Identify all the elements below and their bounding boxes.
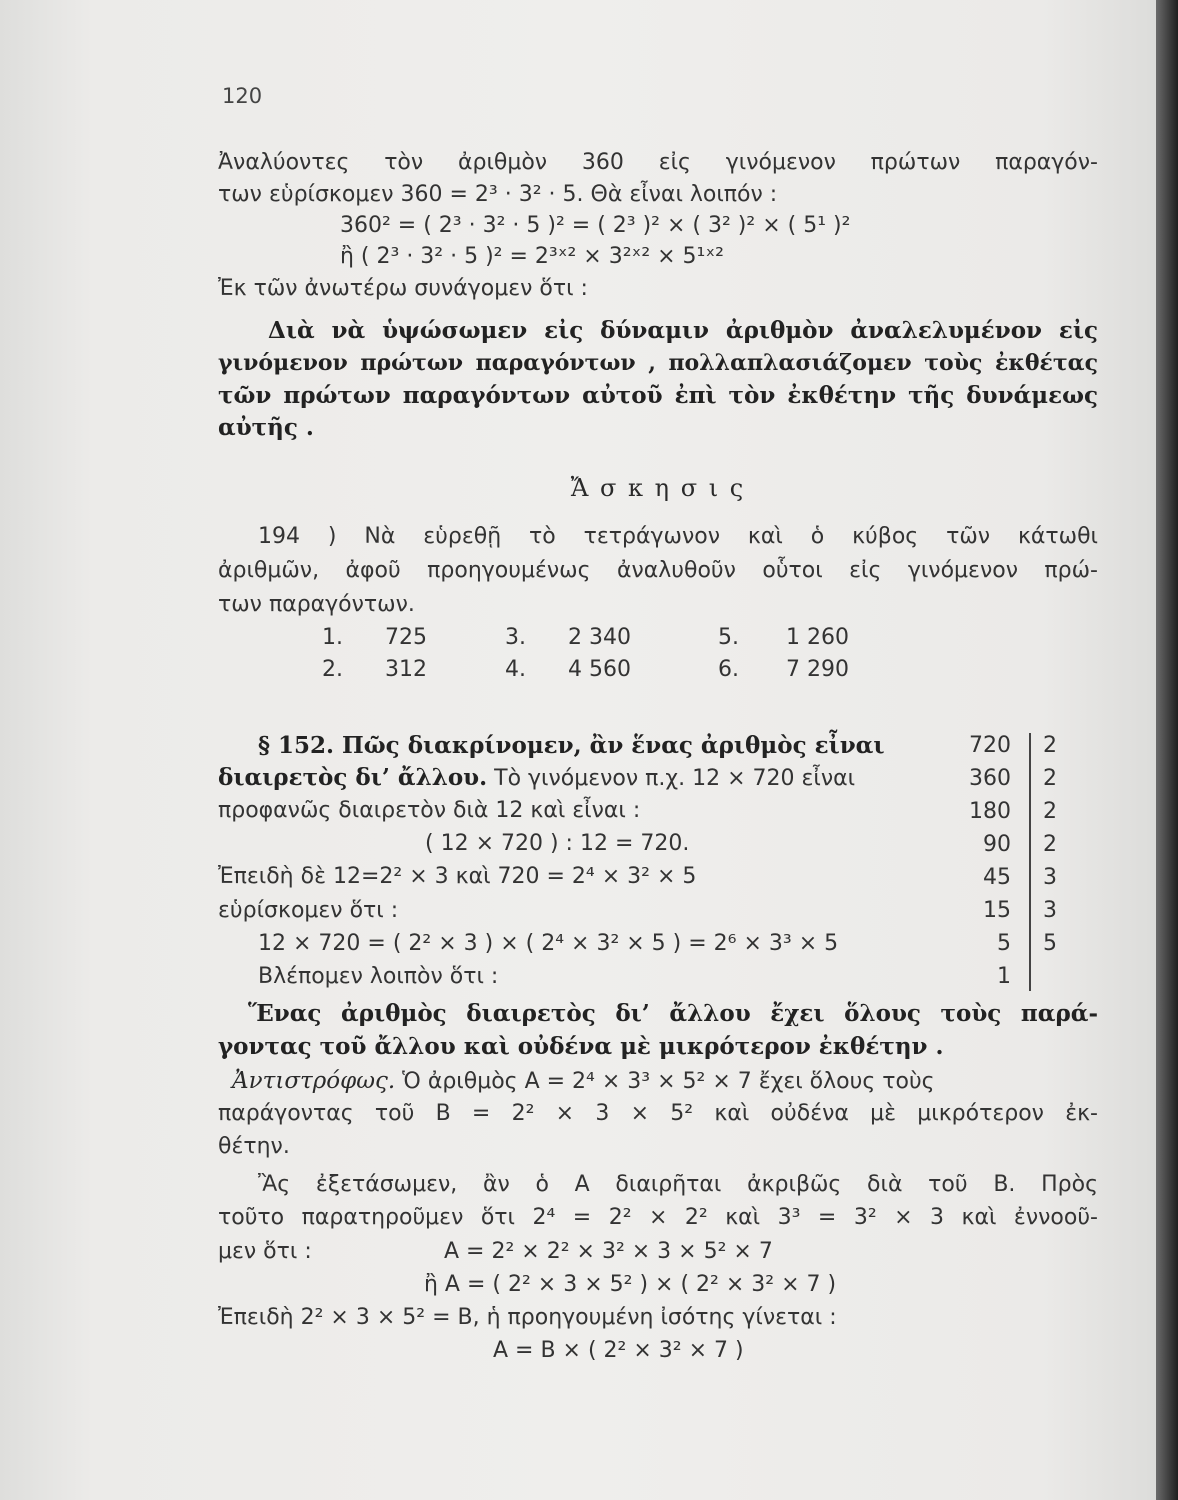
factorization-factor: 2 [1043,799,1057,824]
rule2-line-1: Ἕνας ἀριθμὸς διαιρετὸς δι’ ἄλλου ἔχει ὅλους τοὺς παρά- [248,1000,1098,1027]
factorization-factor: 3 [1043,865,1057,890]
section-title-line-2 [218,763,855,794]
converse-line-1-text: Ὁ ἀριθμὸς A = 2⁴ × 3³ × 5² × 7 ἔχει ὅλους τοὺς [395,1069,935,1094]
section-title-line-1: § 152. Πῶς διακρίνομεν, ἂν ἕνας ἀριθμὸς εἶναι [258,732,885,759]
exercise-item-label: 6. [718,657,739,682]
section-equation-2: 12 × 720 = ( 2² × 3 ) × ( 2⁴ × 3² × 5 ) = 2⁶ × 3³ × 5 [258,931,839,956]
exercise-item-value: 4 560 [568,657,631,682]
factorization-number: 5 [997,931,1011,956]
converse-line-3: θέτην. [218,1134,290,1159]
converse-line-6: μεν ὅτι : [218,1239,312,1264]
factorization-number: 360 [969,766,1011,791]
converse-label: Ἀντιστρόφως. [232,1068,396,1094]
exercise-item-value: 1 260 [786,625,849,650]
section-line-6: Βλέπομεν λοιπὸν ὅτι : [258,964,499,989]
factorization-factor: 3 [1043,898,1057,923]
section-title-bold: διαιρετὸς δι’ ἄλλου. [218,764,488,791]
factorization-factor: 2 [1043,733,1057,758]
intro-equation-1: 360² = ( 2³ · 3² · 5 )² = ( 2³ )² × ( 3² )² × ( 5¹ )² [340,213,851,238]
intro-equation-2: ἢ ( 2³ · 3² · 5 )² = 2³ˣ² × 3²ˣ² × 5¹ˣ² [340,244,724,269]
factorization-factor: 5 [1043,931,1057,956]
converse-equation-3: A = B × ( 2² × 3² × 7 ) [493,1338,744,1363]
section-line-3: προφανῶς διαιρετὸν διὰ 12 καὶ εἶναι : [218,798,641,823]
book-binding-edge [1156,0,1178,1500]
converse-line-2: παράγοντας τοῦ B = 2² × 3 × 5² καὶ οὐδένα μὲ μικρότερον ἐκ- [218,1101,1098,1126]
converse-line-4: Ἂς ἐξετάσωμεν, ἂν ὁ A διαιρῆται ἀκριβῶς διὰ τοῦ B. Πρὸς [258,1172,1098,1197]
factorization-number: 180 [969,799,1011,824]
intro-line-3: Ἐκ τῶν ἀνωτέρω συνάγομεν ὅτι : [218,276,588,301]
exercise-text-1: 194 ) Νὰ εὑρεθῇ τὸ τετράγωνον καὶ ὁ κύβος τῶν κάτωθι [258,524,1098,549]
exercise-item-label: 3. [505,625,526,650]
factorization-factor: 2 [1043,832,1057,857]
section-title-rest: Τὸ γινόμενον π.χ. 12 × 720 εἶναι [487,766,856,791]
factorization-number: 1 [997,964,1011,989]
rule1-line-3: τῶν πρώτων παραγόντων αὐτοῦ ἐπὶ τὸν ἐκθέτην τῆς δυνάμεως [218,382,1098,409]
intro-line-2: των εὑρίσκομεν 360 = 2³ · 3² · 5. Θὰ εἶναι λοιπόν : [218,182,778,207]
factorization-divider [1029,733,1031,991]
section-equation-1: ( 12 × 720 ) : 12 = 720. [425,831,690,856]
rule1-line-4: αὐτῆς . [218,414,314,441]
factorization-number: 720 [969,733,1011,758]
exercise-item-value: 725 [385,625,427,650]
factorization-number: 90 [983,832,1011,857]
exercise-item-value: 2 340 [568,625,631,650]
section-line-5: εὑρίσκομεν ὅτι : [218,898,399,923]
factorization-number: 45 [983,865,1011,890]
rule1-line-1: Διὰ νὰ ὑψώσωμεν εἰς δύναμιν ἀριθμὸν ἀναλελυμένον εἰς [268,317,1098,344]
section-line-4: Ἐπειδὴ δὲ 12=2² × 3 καὶ 720 = 2⁴ × 3² × 5 [218,864,697,889]
exercise-item-value: 7 290 [786,657,849,682]
converse-equation-1: A = 2² × 2² × 3² × 3 × 5² × 7 [444,1239,773,1264]
rule2-line-2: γοντας τοῦ ἄλλου καὶ οὐδένα μὲ μικρότερον ἐκθέτην . [218,1033,944,1060]
intro-line-1: Ἀναλύοντες τὸν ἀριθμὸν 360 εἰς γινόμενον πρώτων παραγόν- [218,150,1098,175]
exercise-item-label: 5. [718,625,739,650]
page-number: 120 [222,84,263,108]
converse-equation-2: ἢ A = ( 2² × 3 × 5² ) × ( 2² × 3² × 7 ) [424,1272,837,1297]
rule1-line-2: γινόμενον πρώτων παραγόντων , πολλαπλασιάζομεν τοὺς ἐκθέτας [218,350,1098,376]
exercise-heading: Ἄ σ κ η σ ι ς [570,474,746,502]
converse-line-5: τοῦτο παρατηροῦμεν ὅτι 2⁴ = 2² × 2² καὶ 3³ = 3² × 3 καὶ ἐννοοῦ- [218,1205,1098,1230]
factorization-factor: 2 [1043,766,1057,791]
converse-line-1 [232,1066,935,1097]
factorization-number: 15 [983,898,1011,923]
exercise-text-3: των παραγόντων. [218,592,415,617]
exercise-item-value: 312 [385,657,427,682]
exercise-item-label: 2. [322,657,343,682]
exercise-item-label: 4. [505,657,526,682]
exercise-text-2: ἀριθμῶν, ἀφοῦ προηγουμένως ἀναλυθοῦν οὗτοι εἰς γινόμενον πρώ- [218,558,1098,583]
converse-line-7: Ἐπειδὴ 2² × 3 × 5² = B, ἡ προηγουμένη ἰσότης γίνεται : [218,1305,837,1330]
exercise-item-label: 1. [322,625,343,650]
